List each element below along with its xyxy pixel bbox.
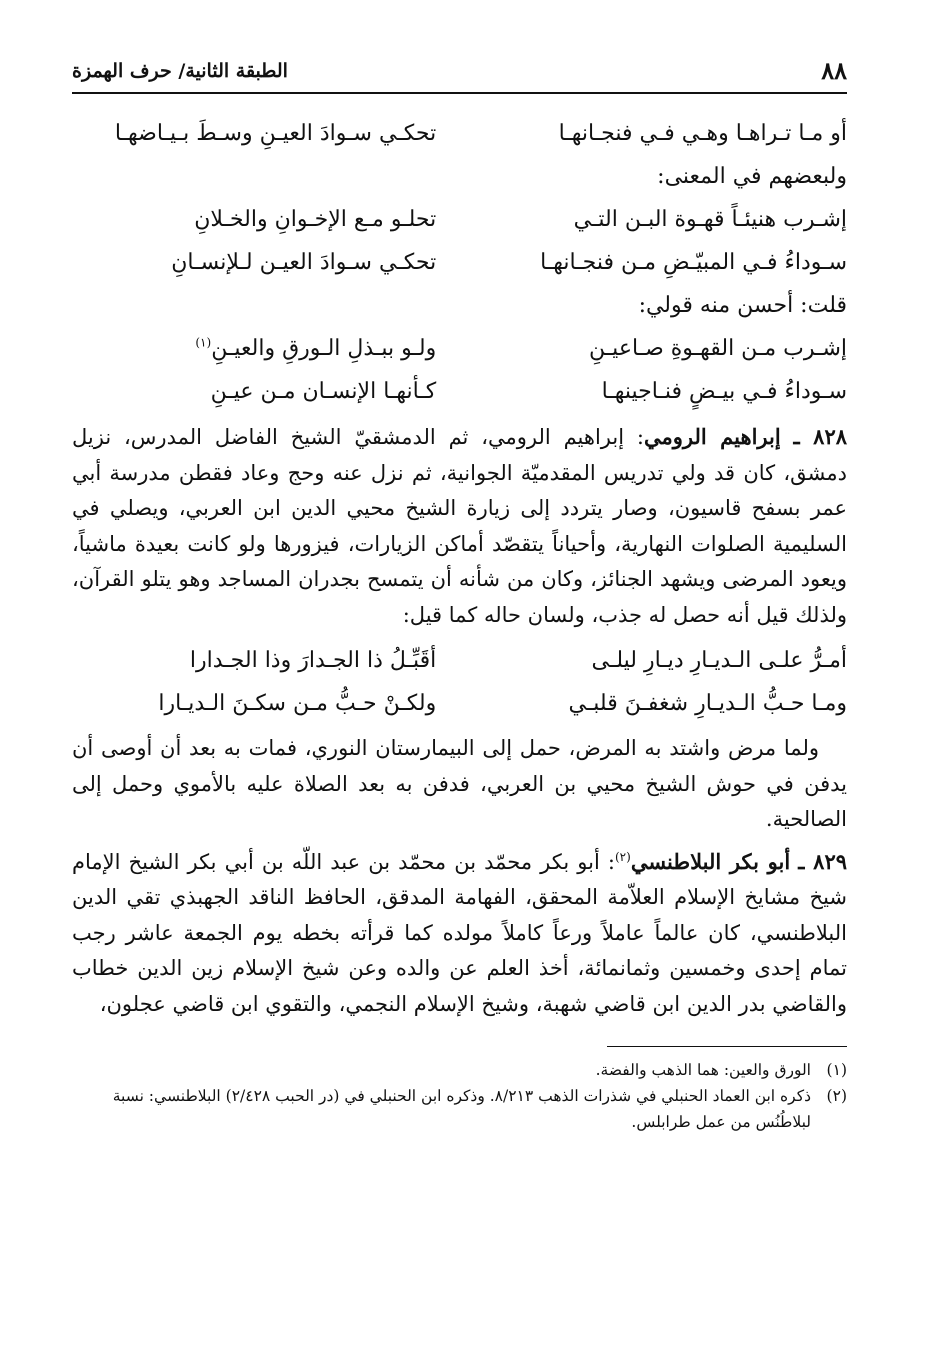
hemistich-second: أقَبِّـلُ ذا الجـدارَ وذا الجـدارا [189, 648, 437, 673]
entry-text: : إبراهيم الرومي، ثم الدمشقيّ الشيخ الفاضل المدرس، نزيل دمشق، كان قد ولي تدريس المقدميّة الجوانية، ثم نزل عنه وحج وعاد فقطن مدرسة أبي عمر بسفح قاسيون، وصار يتردد إلى زيارة الشيخ محيي الدين ابن العربي، ويصلي في السليمية الصلوات النهارية، وأحياناً يتقصّد أماكن الزيارات، فيزورها ولو كانت بعيدة ماشياً، ويعود المرضى ويشهد الجنائز، وكان من شأنه أن يتمسح بجدران المساجد وهو يتلو القرآن، ولذلك قيل أنه حصل له جذب، ولسان حاله كما قيل: [72, 425, 847, 627]
entry-828-continuation: ولما مرض واشتد به المرض، حمل إلى البيمارستان النوري، فمات به بعد أن أوصى أن يدفن في حوش الشيخ محيي بن العربي، فدفن به بعد الصلاة عليه بالأموي وحمل إلى الصالحية. [72, 736, 847, 831]
footnotes [72, 1057, 847, 1135]
hemistich-second: تحكـي سـوادَ العيـن لـلإنسـانِ [171, 250, 437, 275]
footnote-mark: (٢) [826, 1087, 847, 1105]
hemistich-second: تحلـو مـع الإخـوانِ والخـلانِ [194, 207, 437, 232]
verse [72, 639, 847, 682]
entry-name: إبراهيم الرومي [643, 424, 781, 449]
entry-828 [72, 419, 847, 633]
footnote-text: ذكره ابن العماد الحنبلي في شذرات الذهب ٨/٢١٣. وذكره ابن الحنبلي في (در الحبب ٢/٤٢٨) البلاطنسي: نسبة لبلاطُنُس من عمل طرابلس. [112, 1087, 811, 1131]
footnote-ref-2: (٢) [614, 849, 631, 864]
hemistich-first: سـوداءُ فـي بيـضٍ فنـاجينهـا [601, 379, 847, 404]
poem-intro: قلت: أحسن منه قولي: [638, 293, 847, 318]
page-header [72, 52, 847, 94]
footnote-ref-1: (١) [195, 335, 212, 350]
verse [72, 241, 847, 284]
hemistich-second [72, 327, 452, 370]
entry-829 [72, 844, 847, 1023]
hemistich-second: ولكـنْ حـبُّ مـن سكـنَ الـديـارا [158, 691, 437, 716]
poem-3 [72, 327, 847, 413]
entry-text: : أبو بكر محمّد بن محمّد بن عبد اللّه بن أبي بكر الشيخ الإمام شيخ مشايخ الإسلام العلاّمة المحقق، الفهامة المدقق، الحافظ الناقد الجهبذي تقي الدين البلاطنسي، كان عالماً عاملاً ورعاً كاملاً مولده كما قرأته بخطه يوم الجمعة عاشر رجب تمام إحدى وخمسين وثمانمائة، أخذ العلم عن والده وعن شيخ الإسلام زين الدين خطاب والقاضي بدر الدين ابن قاضي شهبة، وشيخ الإسلام النجمي، والتقوي ابن قاضي عجلون، [72, 849, 847, 1016]
hemistich-second: تحكـي سـوادَ العيـنِ وسـطَ بـيـاضهـا [114, 121, 437, 146]
entry-number: ٨٢٨ ـ [793, 424, 848, 449]
poem-intro: ولبعضهم في المعنى: [657, 164, 847, 189]
footnote-text: الورق والعين: هما الذهب والفضة. [595, 1061, 811, 1079]
running-head: الطبقة الثانية/ حرف الهمزة [72, 60, 288, 82]
verse [72, 327, 847, 370]
footnote-mark: (١) [826, 1061, 847, 1079]
book-page [72, 52, 847, 1327]
poem-2 [72, 198, 847, 284]
entry-name: أبو بكر البلاطنسي [630, 848, 791, 874]
page-number: ٨٨ [821, 56, 847, 85]
hemistich-first: إشـرب مـن القهـوةِ صـاعيـنِ [588, 336, 847, 361]
verse [72, 370, 847, 413]
hemistich-second: كـأنهـا الإنسـان مـن عيـنِ [210, 379, 437, 404]
footnote [72, 1057, 847, 1083]
verse [72, 112, 847, 155]
entry-number: ٨٢٩ ـ [798, 848, 848, 874]
footnote-divider [607, 1046, 847, 1047]
hemistich-first: أمـرُّ علـى الـديـارِ ديـارِ ليلـى [591, 648, 847, 673]
footnote [72, 1083, 847, 1135]
poem-1 [72, 112, 847, 155]
hemistich-text: ولـو ببـذلِ الـورقِ والعيـنِ [211, 336, 437, 361]
hemistich-first: ومـا حـبُّ الـديـارِ شغفـنَ قلبـي [568, 691, 847, 716]
verse [72, 682, 847, 725]
verse [72, 198, 847, 241]
hemistich-first: إشـرب هنيئـاً قهـوة البـن التـي [573, 207, 847, 232]
hemistich-first: أو مـا تـراهـا وهـي فـي فنجـانهـا [558, 121, 847, 146]
poem-4 [72, 639, 847, 725]
hemistich-first: سـوداءُ فـي المبيّـضِ مـن فنجـانهـا [540, 250, 847, 275]
